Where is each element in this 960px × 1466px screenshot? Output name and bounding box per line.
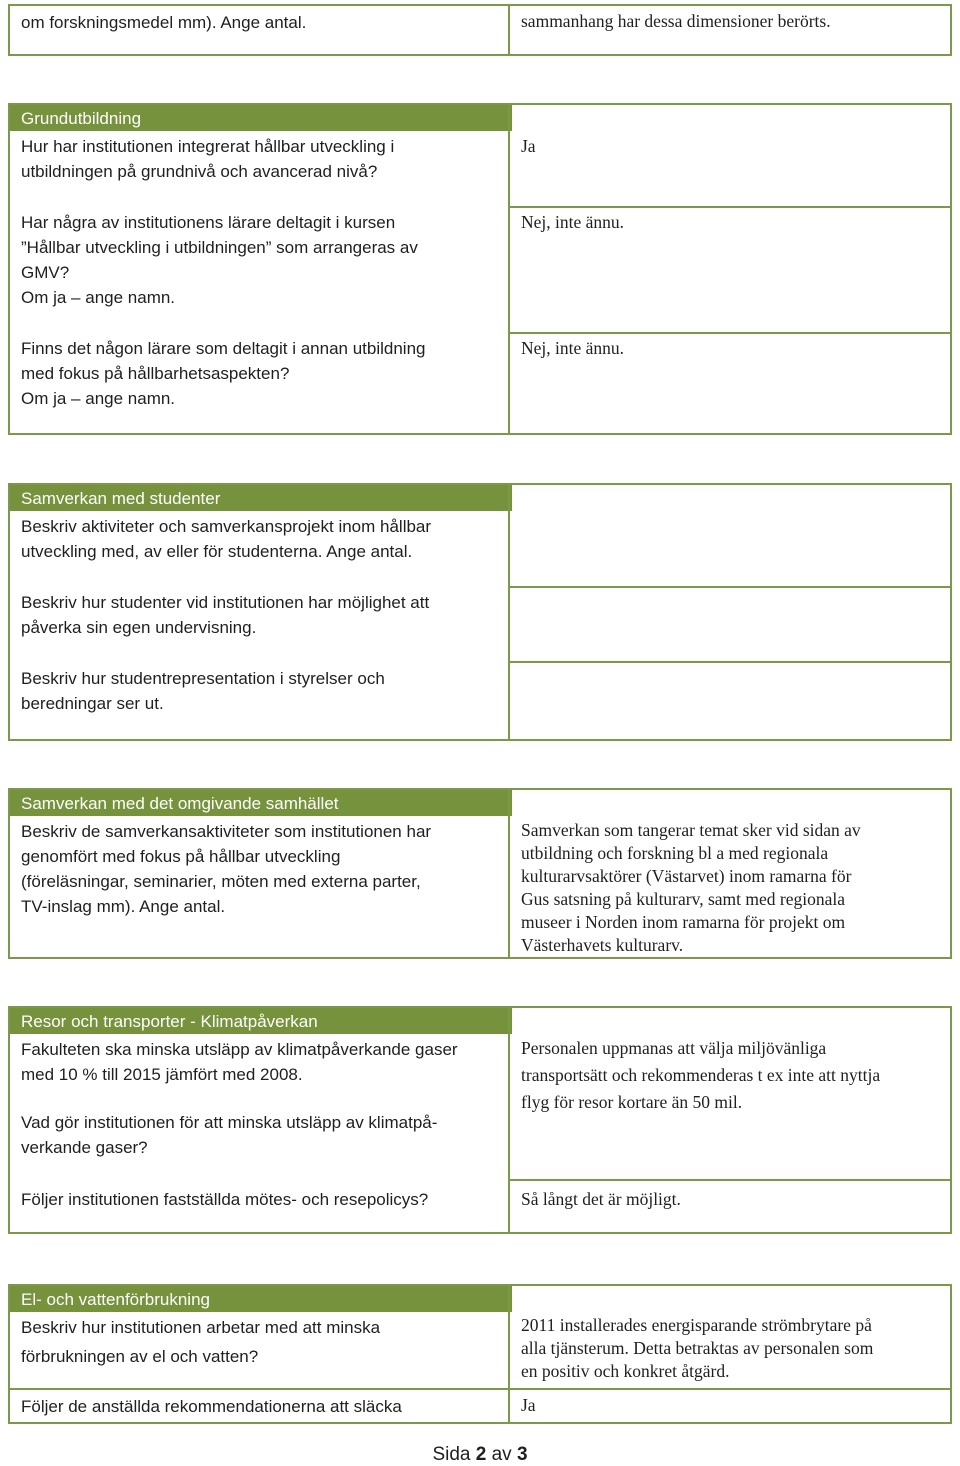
answer-text: Personalen uppmanas att välja miljövänliga (521, 1038, 827, 1058)
footer-page-number: 2 (475, 1444, 487, 1465)
samverkan-studenter-table (8, 483, 952, 741)
question-text: Vad gör institutionen för att minska utsläpp av klimatpå- (21, 1113, 438, 1132)
answer-text: Gus satsning på kulturarv, samt med regionala (521, 889, 845, 909)
answer-text: flyg för resor kortare än 50 mil. (521, 1092, 743, 1112)
answer-text: Nej, inte ännu. (521, 338, 625, 358)
top-left-text: om forskningsmedel mm). Ange antal. (21, 13, 307, 32)
question-text: Följer institutionen fastställda mötes- och resepolicys? (21, 1190, 429, 1209)
question-text: (föreläsningar, seminarier, möten med externa parter, (21, 872, 421, 891)
top-right-text: sammanhang har dessa dimensioner berörts. (521, 11, 831, 31)
samverkan-samhallet-table (8, 788, 952, 959)
samverkan-studenter-header: Samverkan med studenter (21, 489, 221, 508)
answer-text: Så långt det är möjligt. (521, 1189, 681, 1209)
question-text: Beskriv aktiviteter och samverkansprojekt inom hållbar (21, 517, 432, 536)
answer-text: Nej, inte ännu. (521, 212, 625, 232)
resor-header: Resor och transporter - Klimatpåverkan (21, 1012, 318, 1031)
footer-middle: av (491, 1444, 512, 1465)
question-text: Följer de anställda rekommendationerna att släcka (21, 1397, 402, 1416)
answer-text: utbildning och forskning bl a med regionala (521, 843, 829, 863)
answer-text: alla tjänsterum. Detta betraktas av personalen som (521, 1338, 874, 1358)
question-text: Fakulteten ska minska utsläpp av klimatpåverkande gaser (21, 1040, 458, 1059)
grundutbildning-header: Grundutbildning (21, 109, 142, 128)
answer-text: 2011 installerades energisparande strömbrytare på (521, 1315, 872, 1335)
answer-text: Samverkan som tangerar temat sker vid sidan av (521, 820, 861, 840)
question-text: Beskriv hur studenter vid institutionen har möjlighet att (21, 593, 430, 612)
question-text: utveckling med, av eller för studenterna. Ange antal. (21, 542, 413, 561)
answer-text: en positiv och konkret åtgärd. (521, 1361, 730, 1381)
question-text: Om ja – ange namn. (21, 389, 176, 408)
question-text: Beskriv de samverkansaktiviteter som institutionen har (21, 822, 432, 841)
question-text: Om ja – ange namn. (21, 288, 176, 307)
question-text: Har några av institutionens lärare deltagit i kursen (21, 213, 396, 232)
question-text: Beskriv hur studentrepresentation i styrelser och (21, 669, 385, 688)
top-table (8, 4, 952, 56)
question-text: Finns det någon lärare som deltagit i annan utbildning (21, 339, 426, 358)
footer-prefix: Sida (432, 1444, 471, 1465)
answer-text: Västerhavets kulturarv. (521, 935, 684, 955)
question-text: ”Hållbar utveckling i utbildningen” som arrangeras av (21, 238, 418, 257)
question-text: utbildningen på grundnivå och avancerad nivå? (21, 162, 378, 181)
answer-text: kulturarvsaktörer (Västarvet) inom ramarna för (521, 866, 852, 886)
question-text: Beskriv hur institutionen arbetar med att minska (21, 1318, 381, 1337)
question-text: genomfört med fokus på hållbar utveckling (21, 847, 341, 866)
question-text: verkande gaser? (21, 1138, 148, 1157)
answer-text: museer i Norden inom ramarna för projekt om (521, 912, 846, 932)
question-text: TV-inslag mm). Ange antal. (21, 897, 226, 916)
samverkan-samhallet-header: Samverkan med det omgivande samhället (21, 794, 339, 813)
question-text: Hur har institutionen integrerat hållbar utveckling i (21, 137, 395, 156)
answer-text: transportsätt och rekommenderas t ex inte att nyttja (521, 1065, 881, 1085)
footer-total-pages: 3 (516, 1444, 528, 1465)
question-text: med 10 % till 2015 jämfört med 2008. (21, 1065, 303, 1084)
el-vatten-table (8, 1284, 952, 1424)
answer-text: Ja (521, 136, 536, 156)
resor-table (8, 1006, 952, 1234)
question-text: påverka sin egen undervisning. (21, 618, 257, 637)
question-text: förbrukningen av el och vatten? (21, 1347, 259, 1366)
answer-text: Ja (521, 1395, 536, 1415)
grundutbildning-table (8, 103, 952, 435)
question-text: beredningar ser ut. (21, 694, 164, 713)
question-text: GMV? (21, 263, 70, 282)
el-vatten-header: El- och vattenförbrukning (21, 1290, 210, 1309)
page-footer (0, 1444, 960, 1466)
question-text: med fokus på hållbarhetsaspekten? (21, 364, 290, 383)
